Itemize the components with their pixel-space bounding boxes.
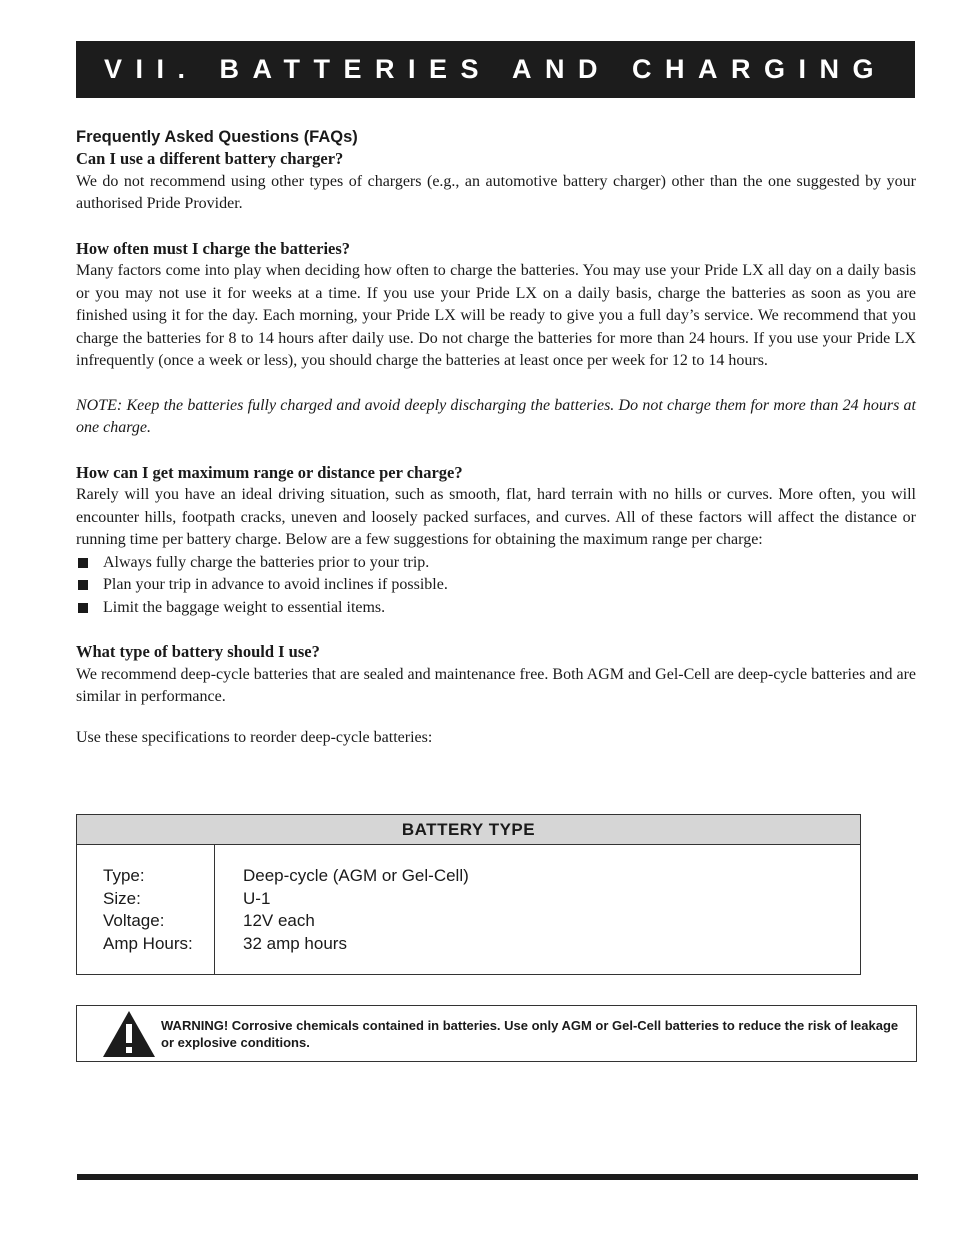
faq-answer: We recommend deep-cycle batteries that are sealed and maintenance free. Both AGM and Gel-Cell are deep-cycle batteries and are similar in performance. [76, 665, 916, 705]
square-bullet-icon [78, 558, 88, 568]
spec-label: Amp Hours: [103, 933, 193, 953]
faq-item [76, 641, 916, 709]
faq-question: How often must I charge the batteries? [76, 238, 351, 258]
faq-question: What type of battery should I use? [76, 642, 320, 661]
spec-label: Voltage: [103, 911, 165, 930]
table-body [77, 845, 860, 975]
square-bullet-icon [78, 603, 88, 613]
section-title-banner [76, 41, 915, 98]
faq-answer: Rarely will you have an ideal driving situation, such as smooth, flat, hard terrain with no hills or curves. More often, you will encounter hills, footpath cracks, uneven and loosely packed surfaces, and curves. All of these factors will affect the distance or running time per battery charge. Below are a few suggestions for obtaining the maximum range per charge: [76, 486, 916, 548]
spec-label: Size: [103, 888, 141, 908]
list-item [76, 574, 916, 597]
faq-content [76, 126, 916, 749]
faq-note: NOTE: Keep the batteries fully charged and avoid deeply discharging the batteries. Do not charge them for more than 24 hours at one charge. [76, 396, 916, 436]
table-header [77, 815, 860, 845]
list-item-text: Always fully charge the batteries prior to your trip. [103, 553, 430, 571]
list-item-text: Plan your trip in advance to avoid inclines if possible. [103, 576, 448, 593]
faq-answer: Many factors come into play when deciding how often to charge the batteries. You may use your Pride LX all day on a daily basis or you may not use it for weeks at a time. If you use your Pride LX on a daily basis, charge the batteries as soon as you are finished using it for the day. Each morning, your Pride LX will be ready to give you a full day’s service. We recommend that you charge the batteries for 8 to 14 hours after daily use. Do not charge the batteries for more than 24 hours. If you use your Pride LX infrequently (once a week or less), you should charge the batteries at least once per week for 12 to 14 hours. [76, 262, 916, 369]
label-column [77, 845, 215, 975]
section-title: VII. BATTERIES AND CHARGING [103, 54, 887, 84]
list-item [76, 597, 916, 620]
warning-text: WARNING! Corrosive chemicals contained in batteries. Use only AGM or Gel-Cell batteries to reduce the risk of leakage or explosive conditions. [161, 1017, 899, 1050]
faq-question: Can I use a different battery charger? [76, 149, 344, 168]
faq-item [76, 462, 916, 620]
faq-item [76, 148, 916, 216]
list-item [76, 552, 916, 575]
table-header-label: BATTERY TYPE [401, 819, 536, 839]
faq-heading: Frequently Asked Questions (FAQs) [76, 128, 358, 146]
faq-item [76, 238, 916, 373]
spec-value: 12V each [243, 911, 315, 930]
square-bullet-icon [78, 580, 88, 590]
value-column [215, 845, 469, 975]
battery-type-table [76, 814, 861, 975]
footer-rule [77, 1174, 918, 1180]
warning-triangle-icon [101, 1009, 157, 1059]
warning-box [76, 1005, 917, 1062]
suggestion-list [76, 552, 916, 620]
faq-question: How can I get maximum range or distance per charge? [76, 462, 463, 482]
spec-value: Deep-cycle (AGM or Gel-Cell) [243, 866, 469, 885]
faq-answer: We do not recommend using other types of chargers (e.g., an automotive battery charger) other than the one suggested by your authorised Pride Provider. [76, 172, 916, 212]
spec-value: 32 amp hours [243, 933, 347, 953]
spec-value: U-1 [243, 888, 271, 908]
list-item-text: Limit the baggage weight to essential items. [103, 598, 386, 616]
reorder-text: Use these specifications to reorder deep-cycle batteries: [76, 728, 433, 746]
spec-label: Type: [103, 866, 145, 885]
